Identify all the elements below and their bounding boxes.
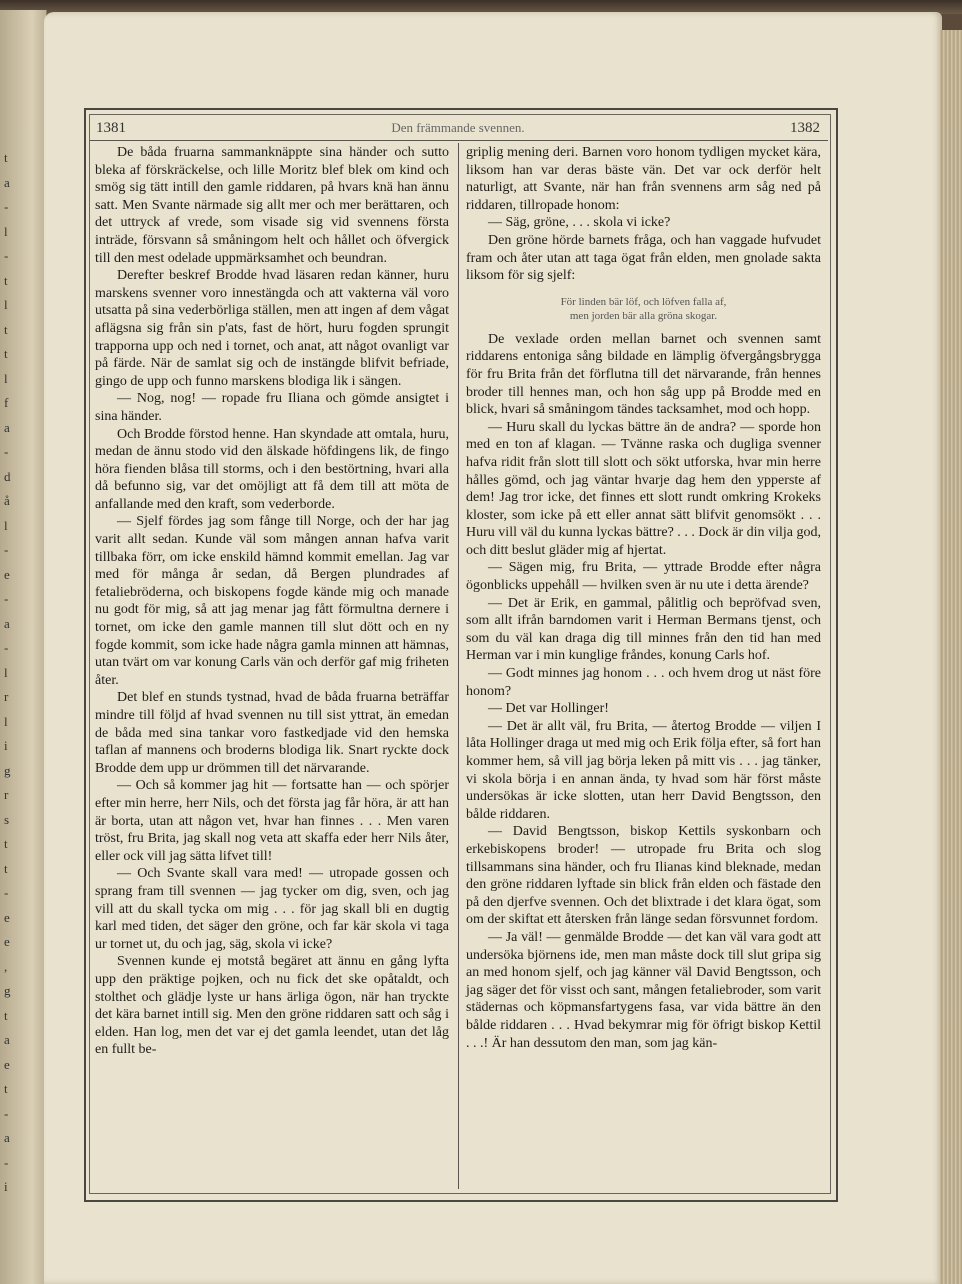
margin-fragment: a: [4, 1032, 10, 1047]
margin-fragment: l: [4, 223, 8, 239]
facing-page-strip: [0, 10, 47, 1284]
margin-fragment: r: [4, 689, 9, 704]
header-rule: [90, 140, 828, 141]
paragraph: Och Brodde förstod henne. Han skyndade att omtala, huru, medan de ännu stodo vid den älskade höfdingens lik, de fingo höra fienden blåsa till storms, och i den bestörtning, hvari alla då befunno sig, var det omöjligt att få dem till att möta de anfallande med den kraft, som vederborde.: [95, 426, 449, 512]
margin-fragment: g: [4, 762, 11, 778]
paragraph: — Nog, nog! — ropade fru Iliana och gömde ansigtet i sina händer.: [95, 391, 449, 424]
running-title: Den främmande svennen.: [391, 120, 525, 135]
paragraph: — Huru skall du lyckas bättre än de andra? — sporde hon med en ton af klagan. — Tvänne raska och dugliga svenner hafva ridit från slott till slott och sökt utforska, hvar min herre hålles gömd, och jag väntar hvarje dag hem den ypperste af dem! Jag tror icke, det finnes ett slott rundt omkring Krokeks kloster, som icke på ett eller annat sätt blifvit genomsökt . . . Huru vill väl du kunna lyckas bättre? . . . Dock är din vilja god, och ditt beslut gläder mig af hjertat.: [466, 419, 821, 558]
margin-fragment: g: [4, 983, 11, 998]
margin-fragment: -: [4, 1105, 9, 1121]
right-column: [466, 144, 821, 1052]
paragraph: Den gröne hörde barnets fråga, och han vaggade hufvudet fram och åter utan att taga ögat från elden, men gnolade sakta liksom för sig sjelf:: [466, 232, 821, 284]
paragraph: — Det är Erik, en gammal, pålitlig och bepröfvad sven, som allt ifrån barndomen varit i Herman Bermans tjenst, och som du väl kan draga dig till minnes från den tid han med Herman var i min kunglige fråndes, konung Carls hof.: [466, 595, 821, 664]
margin-fragment: -: [4, 444, 9, 459]
paragraph: — David Bengtsson, biskop Kettils syskonbarn och erkebiskopens broder! — utropade fru Brita och slog tillsammans sina händer, och fru Ilianas kind bleknade, medan den gröne riddaren lyftade sin blick från elden och fästade den på den djerfve svennen. Och det blixtrade i det klara ögat, som om der skiftat ett återsken från länge sedan försvunnet fordom.: [466, 824, 821, 928]
paragraph: — Det var Hollinger!: [488, 701, 609, 717]
margin-fragment: e: [4, 934, 10, 949]
margin-fragment: -: [4, 591, 9, 606]
margin-fragment: a: [4, 419, 10, 435]
margin-fragment: i: [4, 1179, 8, 1194]
poem-quote: [466, 295, 821, 323]
margin-fragment: t: [4, 1007, 8, 1023]
paragraph: De båda fruarna sammanknäppte sina händer och sutto bleka af förskräckelse, och lille Moritz blef blek om kind och smög sig tätt intill den gamle riddaren, på hvars knä han ännu satt. Men Svante närmade sig allt mer och mer berättaren, och det uttryck af vrede, som visade sig vid svennens första inträde, försvann så småningom helt och hållet och öfvergick till den mest odelade uppmärksamhet och beundran.: [95, 145, 449, 266]
paragraph: — Godt minnes jag honom . . . och hvem drog ut näst före honom?: [466, 666, 821, 699]
poem-line: men jorden bär alla gröna skogar.: [569, 309, 718, 322]
margin-fragment: t: [4, 860, 8, 876]
paragraph: Det blef en stunds tystnad, hvad de båda fruarna beträffar mindre till följd af hvad svennen nu till sist yttrat, än emedan de båda med sina tankar voro fastkedjade vid den hemska taflan af mannens och broderns blodiga lik. Snart ryckte dock Brodde dem upp ur drömmen till det närvarande.: [95, 690, 449, 776]
paragraph: — Säg, gröne, . . . skola vi icke?: [488, 215, 671, 231]
margin-fragment: a: [4, 1130, 10, 1145]
page-stack-edge: [940, 30, 962, 1284]
paragraph: — Och Svante skall vara med! — utropade gossen och sprang fram till svennen — jag tycker om dig, sven, och jag vill att du skall tycka om mig . . . för jag skall bli en dugtig karl med tiden, det säger den gröne, och far kär skola vi taga ur tornet ut, du och jag, säg, skola vi icke?: [95, 866, 449, 952]
margin-fragment: -: [4, 1154, 9, 1170]
paragraph: — Det är allt väl, fru Brita, — återtog Brodde — viljen I låta Hollinger draga ut med mig och Erik följa efter, så fort han kommer hem, så vill jag börja leken på mitt vis . . . jag tänker, vi skola börja i en annan ända, ty hvad som här först måste undersökas är icke slotten, utan herr David Bengtsson, den bålde riddaren.: [466, 718, 821, 822]
margin-fragment: -: [4, 885, 9, 900]
margin-fragment: t: [4, 346, 8, 361]
paragraph: De vexlade orden mellan barnet och svennen samt riddarens entoniga sång bildade en lämplig öfvergångsbrygga för fru Brita från det förflutna till det närvarande, från hennes broder till hennes man, och hon såg upp på Brodde med en blick, hvari så småningom tändes tacksamhet, mod och hopp.: [466, 331, 821, 418]
margin-fragment: t: [4, 321, 8, 337]
paragraph: — Ja väl! — genmälde Brodde — det kan väl vara godt att undersöka björnens ide, men man måste dock till slut gripa sig an med honom sjelf, och jag känner väl David Bengtsson, och jag säger det för visst och sant, mången fetaliebroder, som varit städernas och köpmansfartygens fasa, var vida bättre än den bålde riddaren . . . Hvad bekymrar mig för öfrigt biskop Kettil . . .! Är han dessutom den man, som jag kän-: [466, 929, 821, 1051]
left-column: [95, 144, 449, 1059]
margin-fragment: å: [4, 493, 10, 508]
margin-fragment: -: [4, 199, 9, 214]
margin-fragment: a: [4, 615, 10, 631]
margin-fragment: -: [4, 542, 9, 557]
margin-fragment: -: [4, 248, 9, 263]
margin-fragment: l: [4, 517, 8, 533]
margin-fragment: -: [4, 640, 9, 655]
paragraph: — Sjelf fördes jag som fånge till Norge, och der har jag varit allt sedan. Kunde väl som mången annan hafva varit tillbaka förr, om icke enskild hämnd kommit emellan. Jag var med för många år sedan, då Bergen plundrades af fetaliebröderna, och biskopens fogde kände mig och manade nu godt för mig, så att jag menar jag fått förmultna dernere i tornet, om icke den gamle mannen till slut dött och en ny fogde kommit, som icke hade några gamla minnen att hämnas, utan tvärt om var konung Carls vän och derför gaf mig friheten åter.: [95, 514, 449, 688]
paragraph: Svennen kunde ej motstå begäret att ännu en gång lyfta upp den präktige pojken, och nu fick det ske opåtaldt, och stolthet och glädje lyste ur hans ärliga ögon, när han tryckte det kära barnet intill sig. Men den gröne riddaren satt och såg i elden. Han log, men det var ej det gamla leendet, utan det låg en fullt be-: [95, 954, 449, 1058]
margin-fragment: t: [4, 272, 8, 288]
margin-fragment: a: [4, 174, 10, 190]
column-divider: [458, 143, 459, 1189]
page-header: [96, 118, 820, 140]
page-number-left: 1381: [96, 120, 126, 136]
margin-fragment: t: [4, 1081, 8, 1096]
margin-fragment: r: [4, 787, 9, 802]
margin-fragment: t: [4, 836, 8, 851]
paragraph: — Och så kommer jag hit — fortsatte han — och spörjer efter min herre, herr Nils, och det första jag får höra, är att han är borta, utan att någon vet, hvar han finnes . . . Men varen tröst, fru Brita, jag skall nog veta att skaffa eder herr Nils åter, eller ock vill jag sätta lifvet till!: [95, 778, 449, 864]
margin-fragment: l: [4, 370, 8, 386]
margin-fragment: l: [4, 713, 8, 729]
paragraph: Derefter beskref Brodde hvad läsaren redan känner, huru marskens svenner voro innestängda och att vakterna väl voro utsatta på sina vederbörliga ställen, men att ingen af dem vågat aflägsna sig från sin p'ats, fast de hört, huru fogden sprungit trapporna upp och ned i tornet, och anat, att något ovanligt var på färde. När de samlat sig och de instängde blifvit befriade, gingo de upp och funno marskens blodiga lik i sängen.: [95, 268, 449, 389]
margin-fragment: e: [4, 1056, 10, 1072]
margin-fragment: ,: [4, 958, 8, 974]
margin-fragment: s: [4, 811, 10, 827]
margin-fragment: d: [4, 468, 11, 484]
paragraph: — Sägen mig, fru Brita, — yttrade Brodde efter några ögonblicks uppehåll — hvilken sven är nu ute i detta ärende?: [466, 560, 821, 594]
margin-fragment: f: [4, 395, 9, 410]
margin-fragment: e: [4, 909, 10, 925]
margin-fragment: l: [4, 664, 8, 680]
paragraph: griplig mening deri. Barnen voro honom tydligen mycket kära, liksom han var deras bäste vän. Det var ock derför helt naturligt, att Svante, när han från svennens arm såg ned på riddaren, tillropade honom:: [466, 145, 821, 213]
page-number-right: 1382: [790, 120, 820, 136]
margin-fragment: e: [4, 566, 10, 582]
margin-fragment: l: [4, 297, 8, 312]
margin-fragment: i: [4, 738, 8, 753]
margin-fragment: t: [4, 150, 8, 165]
poem-line: För linden bär löf, och löfven falla af,: [560, 295, 727, 308]
